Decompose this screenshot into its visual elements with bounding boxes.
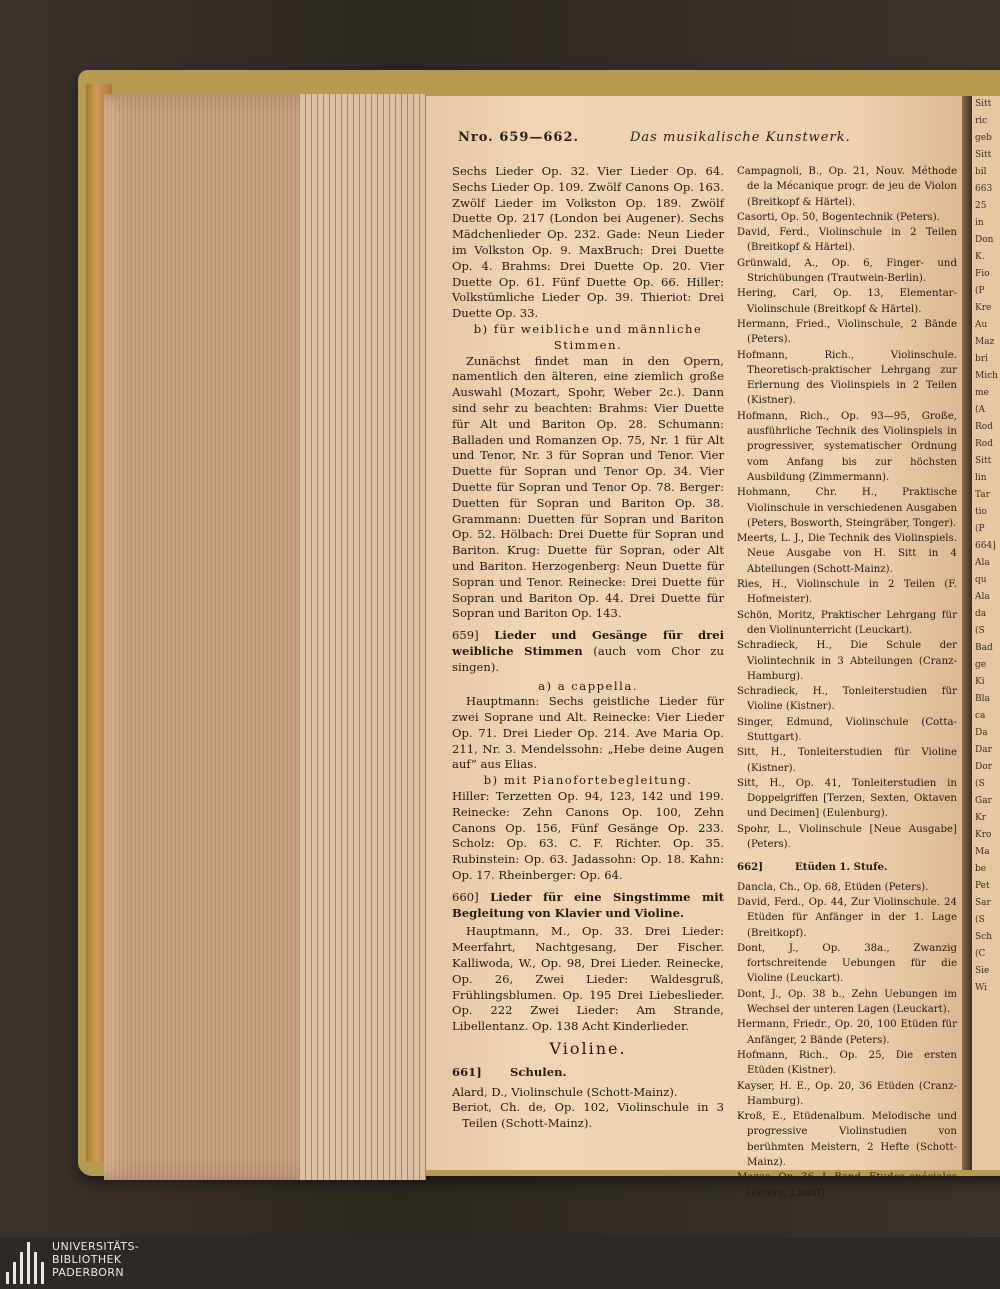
subsection-b-heading: b) für weibliche und männliche Stimmen.	[473, 321, 703, 352]
facing-page-fragment-text: Don	[975, 235, 994, 245]
facing-page-fragment-text: Pet	[975, 881, 990, 891]
facing-page-fragment-text: (C	[975, 949, 986, 959]
facing-page-fragment-text: lin	[975, 473, 987, 483]
library-line: UNIVERSITÄTS-	[52, 1240, 140, 1253]
facing-page-fragment-text: Dor	[975, 762, 992, 772]
list-item: Sitt, H., Tonleiterstudien für Violine (Kistner).	[737, 747, 957, 774]
paragraph-660: Hauptmann, M., Op. 33. Drei Lieder: Meerfahrt, Nachtgesang, Der Fischer. Kalliwoda, W., Op. 98, Drei Lieder. Reinecke, Op. 26, Zwei Lieder: Waldesgruß, Frühlingsblumen. Op. 195 Drei Liebeslieder. Op. 222 Zwei Lieder: Am Strande, Libellentanz. Op. 138 Acht Kinderlieder.	[452, 924, 724, 1034]
facing-page-fragment-text: Fio	[975, 269, 990, 279]
facing-page-fragment-text: in	[975, 218, 984, 228]
list-item: Kroß, E., Etüdenalbum. Melodische und progressive Violinstudien von berühmten Meistern, 2 Hefte (Schott-Mainz).	[737, 1111, 957, 1168]
list-item: Hering, Carl, Op. 13, Elementar-Violinschule (Breitkopf & Härtel).	[737, 288, 957, 315]
paragraph-a: Hauptmann: Sechs geistliche Lieder für zwei Soprane und Alt. Reinecke: Vier Lieder Op. 71. Drei Lieder Op. 214. Ave Maria Op. 211, Nr. 3. Mendelssohn: „Hebe deine Augen auf“ aus Elias.	[452, 694, 724, 772]
library-line: PADERBORN	[52, 1266, 125, 1279]
facing-page-fragment-text: Kro	[975, 830, 992, 840]
facing-page-fragment-text: tio	[975, 507, 987, 517]
list-item: Dont, J., Op. 38 b., Zehn Uebungen im Wechsel der unteren Lagen (Leuckart).	[737, 988, 957, 1016]
section-661-title: Schulen.	[510, 1064, 567, 1079]
list-item: Hofmann, Rich., Violinschule. Theoretisch-praktischer Lehrgang zur Erlernung des Violinspiels in 2 Teilen (Kistner).	[737, 349, 957, 407]
section-659-number: 659]	[452, 628, 479, 643]
page-numbers: Nro. 659—662.	[458, 130, 580, 145]
facing-page-fragment-text: Wi	[975, 983, 987, 993]
facing-page-fragment-text: Kre	[975, 303, 992, 313]
running-title: Das musikalische Kunstwerk.	[630, 130, 851, 145]
facing-page-fragment-text: Bla	[975, 694, 990, 704]
book-gutter	[962, 96, 972, 1170]
facing-page-fragment-text: me	[975, 388, 989, 398]
facing-page-fragment-text: Rod	[975, 439, 993, 449]
facing-page-fragment-text: (S	[975, 626, 985, 636]
intro-paragraph: Sechs Lieder Op. 32. Vier Lieder Op. 64. Sechs Lieder Op. 109. Zwölf Canons Op. 163. Zwölf Lieder im Volkston Op. 189. Zwölf Duette Op. 217 (London bei Augener). Sechs Mädchenlieder Op. 232. Gade: Neun Lieder im Volkston Op. 9. MaxBruch: Drei Duette Op. 4. Brahms: Drei Duette Op. 20. Vier Duette Op. 61. Fünf Duette Op. 66. Hiller: Volkstümliche Lieder Op. 39. Thieriot: Drei Duette Op. 33.	[452, 164, 724, 321]
section-661-heading	[452, 1065, 724, 1081]
facing-page-fragment-text: (P	[975, 286, 985, 296]
facing-page-fragment-text: 664]	[975, 541, 996, 551]
list-item: Hermann, Friedr., Op. 20, 100 Etüden für Anfänger, 2 Bände (Peters).	[737, 1019, 957, 1046]
library-line: BIBLIOTHEK	[52, 1253, 122, 1266]
facing-page-fragment-text: K.	[975, 252, 985, 262]
facing-page-fragment-text: ge	[975, 660, 987, 670]
violine-heading: Violine.	[549, 1039, 627, 1059]
facing-page-fragment-text: Maz	[975, 337, 995, 347]
list-item: Dancla, Ch., Op. 68, Etüden (Peters).	[737, 881, 929, 893]
facing-page-fragment-text: (A	[975, 405, 986, 415]
page-header	[458, 130, 878, 145]
list-item: Ries, H., Violinschule in 2 Teilen (F. Hofmeister).	[737, 579, 957, 606]
list-item: Sitt, H., Op. 41, Tonleiterstudien in Doppelgriffen [Terzen, Sexten, Oktaven und Decimen] (Eulenburg).	[737, 777, 957, 820]
paragraph-pf: Hiller: Terzetten Op. 94, 123, 142 und 199. Reinecke: Zehn Canons Op. 100, Zehn Canons Op. 156, Fünf Gesänge Op. 233. Scholz: Op. 63. C. F. Richter. Op. 35. Rubinstein: Op. 63. Jadassohn: Op. 18. Kahn: Op. 17. Rheinberger: Op. 64.	[452, 789, 724, 883]
list-item: Mazas, Op. 36, I. Band, Etudes spéciales (Peters, Litolff).	[737, 1172, 957, 1199]
list-item: Dont, J., Op. 38a., Zwanzig fortschreitende Uebungen für die Violine (Leuckart).	[737, 942, 957, 985]
section-660-heading	[452, 890, 724, 922]
facing-page-fragment-text: qu	[975, 575, 987, 585]
facing-page-fragment-text: Rod	[975, 422, 993, 432]
facing-page-fragment-text: Sie	[975, 966, 990, 976]
list-item: David, Ferd., Op. 44, Zur Violinschule. 24 Etüden für Anfänger in der 1. Lage (Breitkopf).	[737, 896, 957, 939]
facing-page-fragment-text: be	[975, 864, 987, 874]
right-column	[737, 164, 957, 1201]
list-item: Schradieck, H., Tonleiterstudien für Violine (Kistner).	[737, 686, 957, 713]
facing-page-fragment-text: (S	[975, 915, 985, 925]
facing-page-fragment-text: bil	[975, 167, 987, 177]
page-leaves	[300, 94, 426, 1180]
section-660-number: 660]	[452, 889, 479, 904]
list-item: Schön, Moritz, Praktischer Lehrgang für den Violinunterricht (Leuckart).	[737, 609, 957, 636]
facing-page-fragment-text: Sitt	[975, 150, 992, 160]
left-column	[452, 164, 724, 1132]
list-item: Hohmann, Chr. H., Praktische Violinschule in verschiedenen Ausgaben (Peters, Bosworth, Steingräber, Tonger).	[737, 487, 957, 529]
facing-page-fragment-text: Au	[975, 320, 988, 330]
facing-page-fragment-text: Mich	[975, 371, 998, 381]
list-item: Grünwald, A., Op. 6, Finger- und Strichübungen (Trautwein-Berlin).	[737, 257, 957, 285]
facing-page-fragment-text: Dar	[975, 745, 992, 755]
list-item: Hofmann, Rich., Op. 25, Die ersten Etüden (Kistner).	[737, 1049, 957, 1077]
facing-page-fragment-text: Tar	[975, 490, 990, 500]
list-item: Beriot, Ch. de, Op. 102, Violinschule in 3 Teilen (Schott-Mainz).	[452, 1100, 724, 1131]
facing-page-fragment-text: Ki	[975, 677, 985, 687]
list-item: Hofmann, Rich., Op. 93—95, Große, ausführliche Technik des Violinspiels in progressiver, systematischer Ordnung vom Anfang bis zur höchsten Ausbildung (Zimmermann).	[737, 410, 957, 483]
facing-page-fragment-text: (P	[975, 524, 985, 534]
list-item: Alard, D., Violinschule (Schott-Mainz).	[452, 1084, 678, 1099]
list-item: Kayser, H. E., Op. 20, 36 Etüden (Cranz-Hamburg).	[737, 1080, 957, 1107]
library-name	[52, 1240, 139, 1279]
facing-page-fragment-text: da	[975, 609, 987, 619]
facing-page-fragment-text: Bad	[975, 643, 993, 653]
section-659-heading	[452, 628, 724, 675]
facing-page-fragment-text: bri	[975, 354, 988, 364]
list-item: Hermann, Fried., Violinschule, 2 Bände (Peters).	[737, 318, 957, 346]
facing-page-fragment-text: Sitt	[975, 456, 992, 466]
section-661-number: 661]	[452, 1064, 482, 1079]
facing-page-fragment-text: 25	[975, 201, 987, 211]
list-item: Meerts, L. J., Die Technik des Violinspiels. Neue Ausgabe von H. Sitt in 4 Abteilungen (Schott-Mainz).	[737, 533, 957, 575]
list-item: Singer, Edmund, Violinschule (Cotta-Stuttgart).	[737, 716, 957, 743]
subsection-a-heading: a) a cappella.	[538, 678, 638, 693]
list-item: Campagnoli, B., Op. 21, Nouv. Méthode de la Mécanique progr. de jeu de Violon (Breitkopf & Härtel).	[737, 166, 957, 208]
section-662-number: 662]	[737, 861, 764, 874]
paragraph-b: Zunächst findet man in den Opern, namentlich den älteren, eine ziemlich große Auswahl (Mozart, Spohr, Weber 2c.). Dann sind sehr zu beachten: Brahms: Vier Duette für Alt und Bariton Op. 28. Schumann: Balladen und Romanzen Op. 75, Nr. 1 für Alt und Tenor, Nr. 3 für Sopran und Tenor. Vier Duette für Sopran und Tenor Op. 34. Vier Duette für Sopran und Tenor Op. 78. Berger: Duetten für Sopran und Bariton Op. 38. Grammann: Duetten für Sopran und Bariton Op. 52. Hölbach: Drei Duette für Sopran und Bariton. Krug: Duette für Sopran, oder Alt und Bariton. Herzogenberg: Neun Duette für Sopran und Tenor. Reinecke: Drei Duette für Sopran und Bariton Op. 44. Drei Duette für Sopran und Bariton Op. 143.	[452, 353, 724, 621]
section-660-title: Lieder für eine Singstimme mit Begleitung von Klavier und Violine.	[452, 889, 724, 920]
facing-page-fragment	[972, 96, 1000, 1170]
list-item: Casorti, Op. 50, Bogentechnik (Peters).	[737, 211, 940, 223]
list-item: Spohr, L., Violinschule [Neue Ausgabe] (Peters).	[737, 823, 957, 851]
list-item: Schradieck, H., Die Schule der Violintechnik in 3 Abteilungen (Cranz-Hamburg).	[737, 640, 957, 682]
facing-page-fragment-text: Ma	[975, 847, 990, 857]
facing-page-fragment-text: (S	[975, 779, 985, 789]
university-library-logo-icon	[6, 1242, 48, 1284]
facing-page-fragment-text: Da	[975, 728, 988, 738]
facing-page-fragment-text: geb	[975, 133, 992, 143]
facing-page-fragment-text: ca	[975, 711, 986, 721]
list-item: David, Ferd., Violinschule in 2 Teilen (Breitkopf & Härtel).	[737, 227, 957, 254]
section-662-title: Etüden 1. Stufe.	[795, 861, 888, 874]
facing-page-fragment-text: 663	[975, 184, 993, 194]
facing-page-fragment-text: Sch	[975, 932, 993, 942]
section-659-title: Lieder und Gesänge für drei weibliche Stimmen	[452, 628, 724, 658]
facing-page-fragment-text: ric	[975, 116, 988, 126]
facing-page-fragment-text: Sitt	[975, 99, 992, 109]
section-662-heading	[737, 860, 957, 875]
facing-page-fragment-text: Gar	[975, 796, 992, 806]
section-659-note: (auch vom Chor zu singen).	[452, 643, 724, 674]
facing-page-fragment-text: Sar	[975, 898, 991, 908]
facing-page-fragment-text: Kr	[975, 813, 987, 823]
footer-bar	[0, 1237, 1000, 1289]
facing-page-fragment-text: Ala	[975, 592, 990, 602]
subsection-pf-heading: b) mit Pianofortebegleitung.	[483, 773, 693, 788]
facing-page-fragment-text: Ala	[975, 558, 990, 568]
